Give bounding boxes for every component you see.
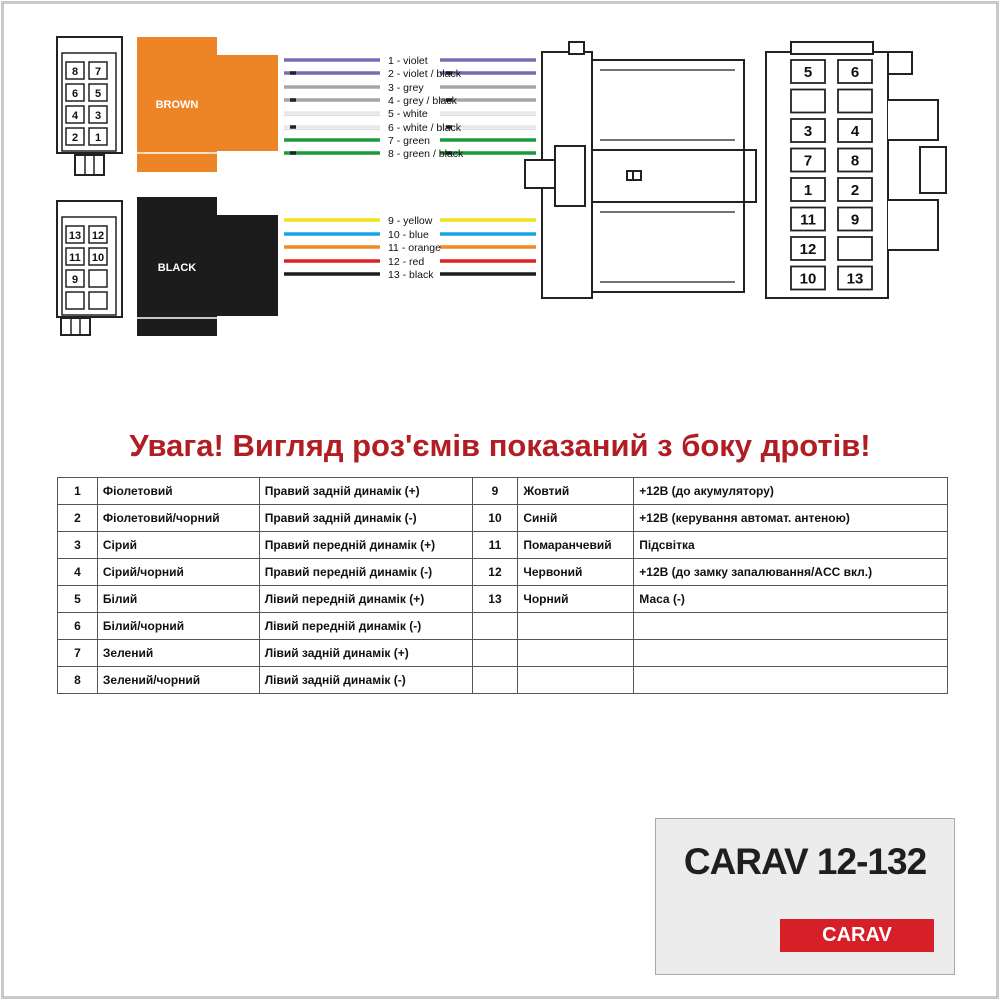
car-pin bbox=[791, 60, 825, 83]
car-pin bbox=[838, 237, 872, 260]
table-cell: 1 bbox=[58, 478, 98, 505]
black-pin bbox=[89, 226, 107, 243]
car-pin bbox=[838, 178, 872, 201]
table-cell: 2 bbox=[58, 505, 98, 532]
black-pin bbox=[89, 248, 107, 265]
wire bbox=[284, 256, 536, 268]
brown-pin bbox=[66, 62, 84, 79]
car-pin-number: 4 bbox=[850, 123, 860, 140]
table-row bbox=[58, 586, 948, 613]
table-cell: +12В (керування автомат. антеною) bbox=[634, 505, 948, 532]
table-row bbox=[58, 559, 948, 586]
brown-pin-number: 7 bbox=[94, 66, 102, 78]
wire bbox=[284, 148, 536, 160]
car-pin-number: 10 bbox=[799, 270, 817, 288]
black-connector-label: BLACK bbox=[157, 262, 197, 274]
wire-label: 5 - white bbox=[388, 108, 428, 120]
car-pin-number: 8 bbox=[850, 152, 860, 170]
table-cell: Лівий задній динамік (-) bbox=[259, 667, 472, 694]
wiring-diagram bbox=[0, 0, 1000, 420]
table-cell: Білий bbox=[97, 586, 259, 613]
table-row bbox=[58, 505, 948, 532]
wire bbox=[284, 108, 536, 120]
table-row bbox=[58, 532, 948, 559]
table-cell: Зелений bbox=[97, 640, 259, 667]
car-pin bbox=[838, 267, 872, 290]
brown-pin-number: 3 bbox=[94, 110, 102, 122]
car-connector-face bbox=[766, 42, 946, 298]
table-cell: Жовтий bbox=[518, 478, 634, 505]
brown-pin bbox=[66, 84, 84, 101]
black-pin bbox=[66, 248, 84, 265]
table-cell: Сірий bbox=[97, 532, 259, 559]
black-pin bbox=[66, 226, 84, 243]
table-cell: 13 bbox=[472, 586, 518, 613]
wire bbox=[284, 95, 536, 107]
wire-label: 3 - grey bbox=[388, 82, 424, 94]
car-pin bbox=[791, 267, 825, 290]
table-cell bbox=[518, 640, 634, 667]
pinout-table bbox=[57, 477, 948, 694]
brown-pin-number: 1 bbox=[94, 132, 102, 144]
table-cell: Чорний bbox=[518, 586, 634, 613]
wire-label: 6 - white / black bbox=[388, 122, 461, 134]
table-cell: Фіолетовий/чорний bbox=[97, 505, 259, 532]
table-cell bbox=[518, 613, 634, 640]
wire-label: 4 - grey / black bbox=[388, 95, 457, 107]
car-pin-number: 9 bbox=[850, 211, 860, 229]
black-pin-number: 12 bbox=[91, 230, 105, 242]
black-pin bbox=[66, 270, 84, 287]
brown-pin-number: 2 bbox=[71, 132, 79, 144]
car-pin bbox=[791, 178, 825, 201]
wire-label: 9 - yellow bbox=[388, 215, 433, 227]
wire-label: 7 - green bbox=[388, 135, 431, 147]
table-cell: Синій bbox=[518, 505, 634, 532]
wire bbox=[284, 215, 536, 227]
black-connector-body bbox=[137, 197, 278, 336]
table-cell: Сірий/чорний bbox=[97, 559, 259, 586]
wire-label: 13 - black bbox=[388, 269, 434, 281]
table-cell bbox=[634, 667, 948, 694]
table-cell bbox=[472, 667, 518, 694]
car-pin-number: 13 bbox=[846, 270, 864, 288]
car-pin-number: 2 bbox=[850, 182, 860, 199]
table-cell: Зелений/чорний bbox=[97, 667, 259, 694]
table-row bbox=[58, 613, 948, 640]
car-pin-number: 1 bbox=[803, 182, 813, 199]
car-connector-side-view bbox=[525, 42, 756, 298]
wire-label: 12 - red bbox=[388, 256, 425, 268]
brown-pin-number: 8 bbox=[71, 66, 79, 78]
table-cell: 8 bbox=[58, 667, 98, 694]
table-cell: Лівий передній динамік (+) bbox=[259, 586, 472, 613]
brown-pin bbox=[89, 62, 107, 79]
car-pin bbox=[791, 237, 825, 260]
wire bbox=[284, 229, 536, 241]
wire-label: 10 - blue bbox=[388, 229, 429, 241]
table-cell: Лівий задній динамік (+) bbox=[259, 640, 472, 667]
table-cell: Білий/чорний bbox=[97, 613, 259, 640]
brown-connector-body bbox=[137, 37, 278, 172]
car-pin bbox=[838, 149, 872, 172]
table-cell: Правий задній динамік (-) bbox=[259, 505, 472, 532]
table-cell bbox=[472, 613, 518, 640]
car-pin-number: 7 bbox=[803, 152, 813, 170]
table-cell: Маса (-) bbox=[634, 586, 948, 613]
table-cell: +12В (до акумулятору) bbox=[634, 478, 948, 505]
wire-label: 11 - orange bbox=[388, 242, 441, 254]
car-pin bbox=[838, 60, 872, 83]
car-pin bbox=[791, 149, 825, 172]
car-pin bbox=[791, 208, 825, 231]
car-pin-number: 11 bbox=[800, 211, 816, 229]
car-pin-number: 3 bbox=[803, 123, 813, 140]
table-cell: 7 bbox=[58, 640, 98, 667]
black-pin bbox=[66, 292, 84, 309]
brown-pin bbox=[89, 128, 107, 145]
table-cell bbox=[472, 640, 518, 667]
brown-pin-number: 5 bbox=[94, 88, 102, 100]
black-pin-number: 11 bbox=[69, 252, 81, 264]
brown-connector-label: BROWN bbox=[155, 99, 199, 111]
table-cell bbox=[518, 667, 634, 694]
table-cell: 10 bbox=[472, 505, 518, 532]
table-cell: 4 bbox=[58, 559, 98, 586]
brown-pin-number: 4 bbox=[71, 110, 79, 122]
black-pin-number: 10 bbox=[91, 252, 105, 264]
table-cell: Червоний bbox=[518, 559, 634, 586]
table-cell bbox=[634, 640, 948, 667]
car-pin bbox=[791, 90, 825, 113]
table-cell: 3 bbox=[58, 532, 98, 559]
brown-pin bbox=[89, 106, 107, 123]
brown-pin bbox=[66, 128, 84, 145]
table-cell: 12 bbox=[472, 559, 518, 586]
product-box bbox=[655, 818, 955, 975]
table-row bbox=[58, 478, 948, 505]
car-pin bbox=[838, 90, 872, 113]
black-pin bbox=[89, 270, 107, 287]
table-cell: Фіолетовий bbox=[97, 478, 259, 505]
wire bbox=[284, 68, 536, 80]
table-cell: Правий передній динамік (+) bbox=[259, 532, 472, 559]
table-cell: Правий передній динамік (-) bbox=[259, 559, 472, 586]
table-cell: 6 bbox=[58, 613, 98, 640]
wire bbox=[284, 242, 536, 254]
product-title: CARAV 12-132 bbox=[683, 841, 927, 882]
table-cell: Підсвітка bbox=[634, 532, 948, 559]
table-cell bbox=[634, 613, 948, 640]
wire bbox=[284, 135, 536, 147]
wire-label: 2 - violet / black bbox=[388, 68, 461, 80]
car-pin bbox=[791, 119, 825, 142]
brown-pin-number: 6 bbox=[71, 88, 79, 100]
table-cell: Помаранчевий bbox=[518, 532, 634, 559]
wire bbox=[284, 269, 536, 281]
table-cell: +12В (до замку запалювання/ACC вкл.) bbox=[634, 559, 948, 586]
brown-pin-face bbox=[57, 37, 122, 175]
table-cell: Лівий передній динамік (-) bbox=[259, 613, 472, 640]
car-pin bbox=[838, 208, 872, 231]
car-pin-number: 5 bbox=[803, 64, 813, 81]
black-pin bbox=[89, 292, 107, 309]
wire-label: 8 - green / black bbox=[388, 148, 464, 160]
black-pin-face bbox=[57, 201, 122, 335]
table-row bbox=[58, 667, 948, 694]
table-cell: Правий задній динамік (+) bbox=[259, 478, 472, 505]
wire-label: 1 - violet bbox=[388, 55, 428, 67]
table-cell: 9 bbox=[472, 478, 518, 505]
carav-logo: CARAV bbox=[780, 919, 934, 952]
car-pin bbox=[838, 119, 872, 142]
table-cell: 11 bbox=[472, 532, 518, 559]
wire bbox=[284, 82, 536, 94]
wire bbox=[284, 122, 536, 134]
table-cell: 5 bbox=[58, 586, 98, 613]
car-pin-number: 12 bbox=[799, 241, 817, 258]
black-pin-number: 13 bbox=[68, 230, 82, 242]
black-pin-number: 9 bbox=[71, 274, 79, 286]
car-pin-number: 6 bbox=[850, 64, 860, 81]
table-row bbox=[58, 640, 948, 667]
wire bbox=[284, 55, 536, 67]
warning-text: Увага! Вигляд роз'ємів показаний з боку дротів! bbox=[129, 428, 871, 463]
brown-pin bbox=[89, 84, 107, 101]
brown-pin bbox=[66, 106, 84, 123]
